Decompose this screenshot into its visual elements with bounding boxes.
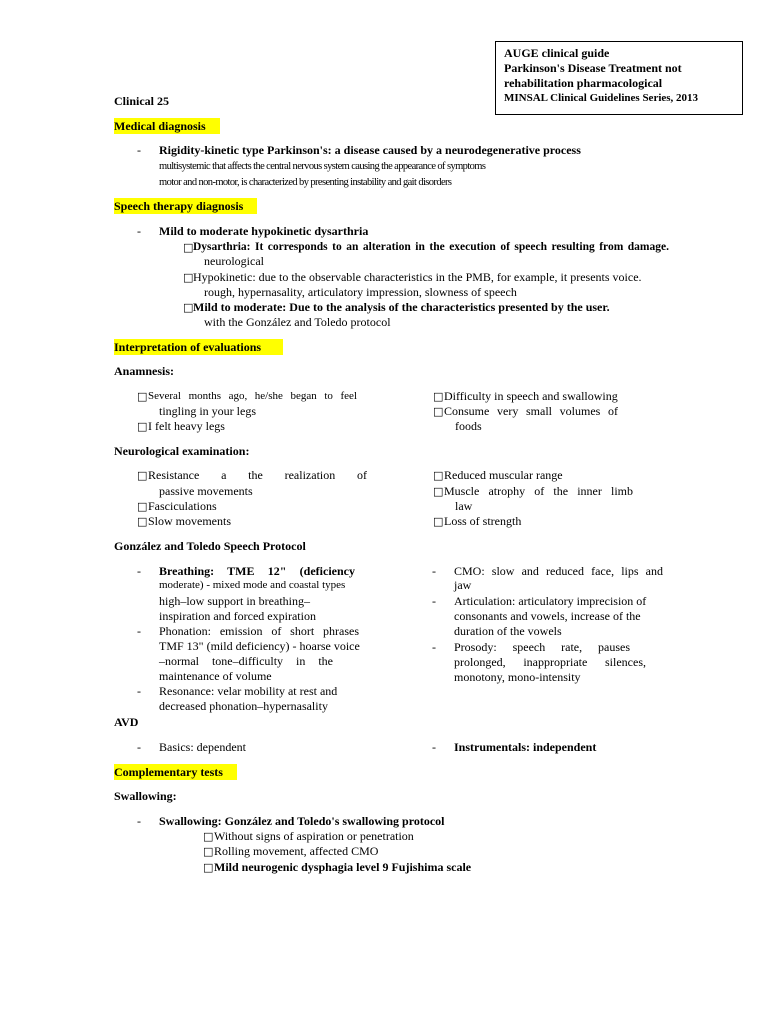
swallowing-title: Swallowing: bbox=[114, 789, 177, 803]
prosody-line: prolonged, inappropriate silences, bbox=[454, 655, 646, 669]
bullet-dash: - bbox=[432, 594, 436, 608]
speech-therapy-title: Mild to moderate hypokinetic dysarthria bbox=[159, 224, 369, 238]
neuro-left-item: Resistance a the realization of bbox=[148, 468, 367, 482]
speech-therapy-sub-2-cont: rough, hypernasality, articulatory impression, slowness of speech bbox=[204, 285, 517, 299]
checkbox-icon: □ bbox=[183, 271, 194, 284]
bullet-dash: - bbox=[137, 684, 141, 698]
speech-therapy-sub-1: Dysarthria: It corresponds to an alteration in the execution of speech resulting from damage. bbox=[193, 241, 669, 253]
neuro-right-item: Loss of strength bbox=[444, 514, 522, 528]
resonance-item: Resonance: velar mobility at rest and bbox=[159, 684, 338, 698]
anamnesis-left-item: I felt heavy legs bbox=[148, 419, 225, 433]
guide-reference-box bbox=[495, 41, 743, 115]
swallowing-sub: Without signs of aspiration or penetration bbox=[214, 829, 414, 843]
bullet-dash: - bbox=[137, 564, 141, 578]
bullet-dash: - bbox=[137, 224, 141, 238]
clinical-title: Clinical 25 bbox=[114, 94, 170, 108]
medical-diagnosis-heading: Medical diagnosis bbox=[114, 119, 220, 134]
phonation-line: maintenance of volume bbox=[159, 669, 272, 683]
neuro-left-item: Fasciculations bbox=[148, 499, 217, 513]
resonance-line: decreased phonation–hypernasality bbox=[159, 699, 328, 713]
breathing-item: Breathing: TME 12" (deficiency bbox=[159, 564, 355, 578]
neuro-left-item-cont: passive movements bbox=[159, 484, 253, 498]
protocol-title: González and Toledo Speech Protocol bbox=[114, 539, 306, 553]
medical-diagnosis-line: multisystemic that affects the central nervous system causing the appearance of symptoms bbox=[159, 161, 486, 172]
swallowing-sub: Mild neurogenic dysphagia level 9 Fujishima scale bbox=[214, 860, 472, 874]
complementary-heading: Complementary tests bbox=[114, 765, 237, 780]
bullet-dash: - bbox=[137, 740, 141, 754]
checkbox-icon: □ bbox=[137, 420, 148, 433]
checkbox-icon: □ bbox=[433, 469, 444, 482]
checkbox-icon: □ bbox=[433, 485, 444, 498]
phonation-line: TMF 13" (mild deficiency) - hoarse voice bbox=[159, 639, 360, 653]
checkbox-icon: □ bbox=[203, 861, 214, 874]
cmo-item: CMO: slow and reduced face, lips and bbox=[454, 564, 663, 578]
neuro-right-item: Muscle atrophy of the inner limb bbox=[444, 484, 633, 498]
bullet-dash: - bbox=[432, 640, 436, 654]
swallowing-sub: Rolling movement, affected CMO bbox=[214, 844, 379, 858]
checkbox-icon: □ bbox=[203, 830, 214, 843]
anamnesis-left-item: Several months ago, he/she began to feel bbox=[148, 390, 357, 402]
guide-subtitle-1: Parkinson's Disease Treatment not bbox=[504, 61, 682, 75]
medical-diagnosis-line: motor and non-motor, is characterized by presenting instability and gait disorders bbox=[159, 177, 452, 188]
guide-series: MINSAL Clinical Guidelines Series, 2013 bbox=[504, 92, 699, 104]
checkbox-icon: □ bbox=[137, 469, 148, 482]
articulation-item: Articulation: articulatory imprecision of bbox=[454, 594, 647, 608]
speech-therapy-sub-3: Mild to moderate: Due to the analysis of the characteristics presented by the user. bbox=[193, 300, 610, 314]
checkbox-icon: □ bbox=[433, 390, 444, 403]
checkbox-icon: □ bbox=[433, 515, 444, 528]
checkbox-icon: □ bbox=[137, 500, 148, 513]
checkbox-icon: □ bbox=[183, 301, 194, 314]
speech-therapy-heading: Speech therapy diagnosis bbox=[114, 199, 257, 214]
neurological-title: Neurological examination: bbox=[114, 444, 250, 458]
breathing-line: high–low support in breathing– bbox=[159, 594, 310, 608]
articulation-line: duration of the vowels bbox=[454, 624, 562, 638]
anamnesis-left-item-cont: tingling in your legs bbox=[159, 404, 256, 418]
interpretation-heading: Interpretation of evaluations bbox=[114, 340, 283, 355]
phonation-item: Phonation: emission of short phrases bbox=[159, 624, 359, 638]
avd-title: AVD bbox=[114, 715, 139, 729]
checkbox-icon: □ bbox=[137, 515, 148, 528]
bullet-dash: - bbox=[137, 624, 141, 638]
anamnesis-right-item: Consume very small volumes of bbox=[444, 404, 618, 418]
checkbox-icon: □ bbox=[433, 405, 444, 418]
articulation-line: consonants and vowels, increase of the bbox=[454, 609, 641, 623]
checkbox-icon: □ bbox=[183, 241, 194, 254]
phonation-line: –normal tone–difficulty in the bbox=[159, 654, 333, 668]
swallowing-item: Swallowing: González and Toledo's swallowing protocol bbox=[159, 814, 445, 828]
prosody-line: monotony, mono-intensity bbox=[454, 670, 581, 684]
guide-subtitle-2: rehabilitation pharmacological bbox=[504, 76, 663, 90]
bullet-dash: - bbox=[137, 814, 141, 828]
medical-diagnosis-title: Rigidity-kinetic type Parkinson's: a disease caused by a neurodegenerative process bbox=[159, 143, 581, 157]
neuro-right-item: Reduced muscular range bbox=[444, 468, 563, 482]
checkbox-icon: □ bbox=[137, 390, 148, 403]
bullet-dash: - bbox=[432, 740, 436, 754]
breathing-line: moderate) - mixed mode and coastal types bbox=[159, 579, 346, 591]
bullet-dash: - bbox=[432, 564, 436, 578]
prosody-item: Prosody: speech rate, pauses bbox=[454, 640, 630, 654]
avd-basics: Basics: dependent bbox=[159, 740, 246, 754]
speech-therapy-sub-2: Hypokinetic: due to the observable characteristics in the PMB, for example, it presents voice. bbox=[193, 270, 642, 284]
avd-instrumentals: Instrumentals: independent bbox=[454, 740, 597, 754]
cmo-line: jaw bbox=[454, 578, 472, 592]
anamnesis-title: Anamnesis: bbox=[114, 364, 175, 378]
anamnesis-right-item-cont: foods bbox=[455, 419, 482, 433]
breathing-line: inspiration and forced expiration bbox=[159, 609, 316, 623]
neuro-left-item: Slow movements bbox=[148, 514, 231, 528]
bullet-dash: - bbox=[137, 143, 141, 157]
anamnesis-right-item: Difficulty in speech and swallowing bbox=[444, 389, 618, 403]
speech-therapy-sub-3-cont: with the González and Toledo protocol bbox=[204, 315, 391, 329]
speech-therapy-sub-1-cont: neurological bbox=[204, 254, 264, 268]
guide-title: AUGE clinical guide bbox=[504, 46, 610, 60]
neuro-right-item-cont: law bbox=[455, 499, 473, 513]
checkbox-icon: □ bbox=[203, 845, 214, 858]
